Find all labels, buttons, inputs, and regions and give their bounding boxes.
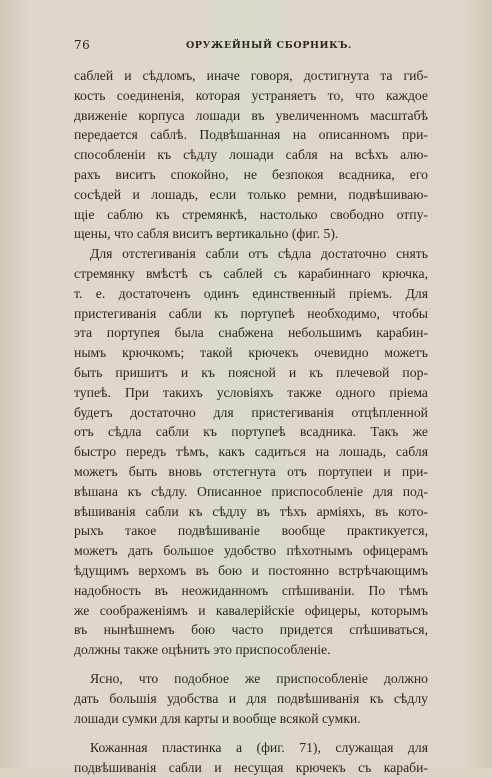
text-line: нымъ крючкомъ; такой крючекъ очевидно можетъ [74, 345, 428, 361]
text-line: эта портупея была снабжена небольшимъ карабин- [74, 325, 428, 341]
text-line: Ясно, что подобное же приспособленіе должно [90, 670, 428, 686]
text-line: будетъ достаточно для пристегиванія отцѣпленной [74, 404, 428, 420]
text-line: быстро передъ тѣмъ, какъ садиться на лошадь, сабля [74, 444, 428, 460]
text-line: движеніе корпуса лошади въ увеличенномъ масштабѣ [74, 107, 428, 123]
paragraph-1 [74, 66, 428, 244]
text-line: тупеѣ. При такихъ условіяхъ также одного пріема [74, 384, 428, 400]
paragraph-3 [74, 669, 428, 728]
running-head: ОРУЖЕЙНЫЙ СБОРНИКЪ. [186, 40, 352, 51]
text-line: способленіи къ сѣдлу лошади сабля на всѣхъ алю- [74, 147, 428, 163]
text-line: сосѣдей и лошадь, если только ремни, подвѣшиваю- [74, 186, 428, 202]
text-line: щены, что сабля виситъ вертикально (фиг. 5). [74, 226, 339, 242]
text-line: должны также оцѣнить это приспособленіе. [74, 642, 331, 658]
text-line: щіе саблю къ стремянкѣ, настолько свободно отпу- [74, 206, 428, 222]
text-line: можетъ быть вновь отстегнута отъ портупеи и при- [74, 463, 428, 479]
text-line: Кожанная пластинка а (фиг. 71), служащая для [90, 740, 428, 756]
paragraph-4 [74, 738, 428, 778]
text-line: дать большія удобства и для подвѣшиванія къ сѣдлу [74, 690, 428, 706]
text-line: рыхъ такое подвѣшиваніе вообще практикуется, [74, 523, 428, 539]
text-line: передается саблѣ. Подвѣшанная на описанномъ при- [74, 127, 428, 143]
text-line: пристегиванія сабли къ портупеѣ необходимо, чтобы [74, 305, 428, 321]
text-line: въ нынѣшнемъ бою часто придется спѣшиваться, [74, 622, 428, 638]
page-body [74, 66, 428, 778]
text-line: же соображеніямъ и кавалерійскіе офицеры, которымъ [74, 602, 428, 618]
text-line: саблей и сѣдломъ, иначе говоря, достигнута та гиб- [74, 68, 428, 83]
text-line: вѣшана къ сѣдлу. Описанное приспособленіе для под- [74, 483, 428, 499]
page-header [74, 38, 420, 58]
paragraph-spacer [74, 660, 428, 669]
text-line: т. е. достаточенъ одинъ единственный пріемъ. Для [74, 285, 428, 301]
paragraph-2 [74, 244, 428, 660]
text-line: надобность въ неожиданномъ спѣшиваніи. По тѣмъ [74, 582, 428, 598]
text-line: отъ сѣдла сабли къ портупеѣ всадника. Такъ же [74, 424, 428, 440]
paragraph-spacer [74, 728, 428, 738]
page-number: 76 [74, 38, 91, 52]
text-line: рахъ виситъ спокойно, не безпокоя всадника, его [74, 166, 428, 182]
text-line: лошади сумки для карты и вообще всякой сумки. [74, 710, 361, 726]
text-line: вѣшиванія сабли къ сѣдлу въ тѣхъ арміяхъ, въ кото- [74, 503, 428, 519]
text-line: кость соединенія, которая устраняетъ то, что каждое [74, 87, 428, 103]
text-line: стремянку вмѣстѣ съ саблей съ карабиннаго крючка, [74, 265, 428, 281]
text-line: Для отстегиванія сабли отъ сѣдла достаточно снять [90, 246, 428, 262]
text-line: можетъ дать большое удобство пѣхотнымъ офицерамъ [74, 543, 428, 559]
text-line: ѣдущимъ верхомъ въ бою и постоянно встрѣчающимъ [74, 562, 428, 578]
text-line: подвѣшиванія сабли и несущая крючекъ съ караби- [74, 760, 428, 776]
text-line: быть пришитъ и къ поясной и къ плечевой пор- [74, 364, 428, 380]
